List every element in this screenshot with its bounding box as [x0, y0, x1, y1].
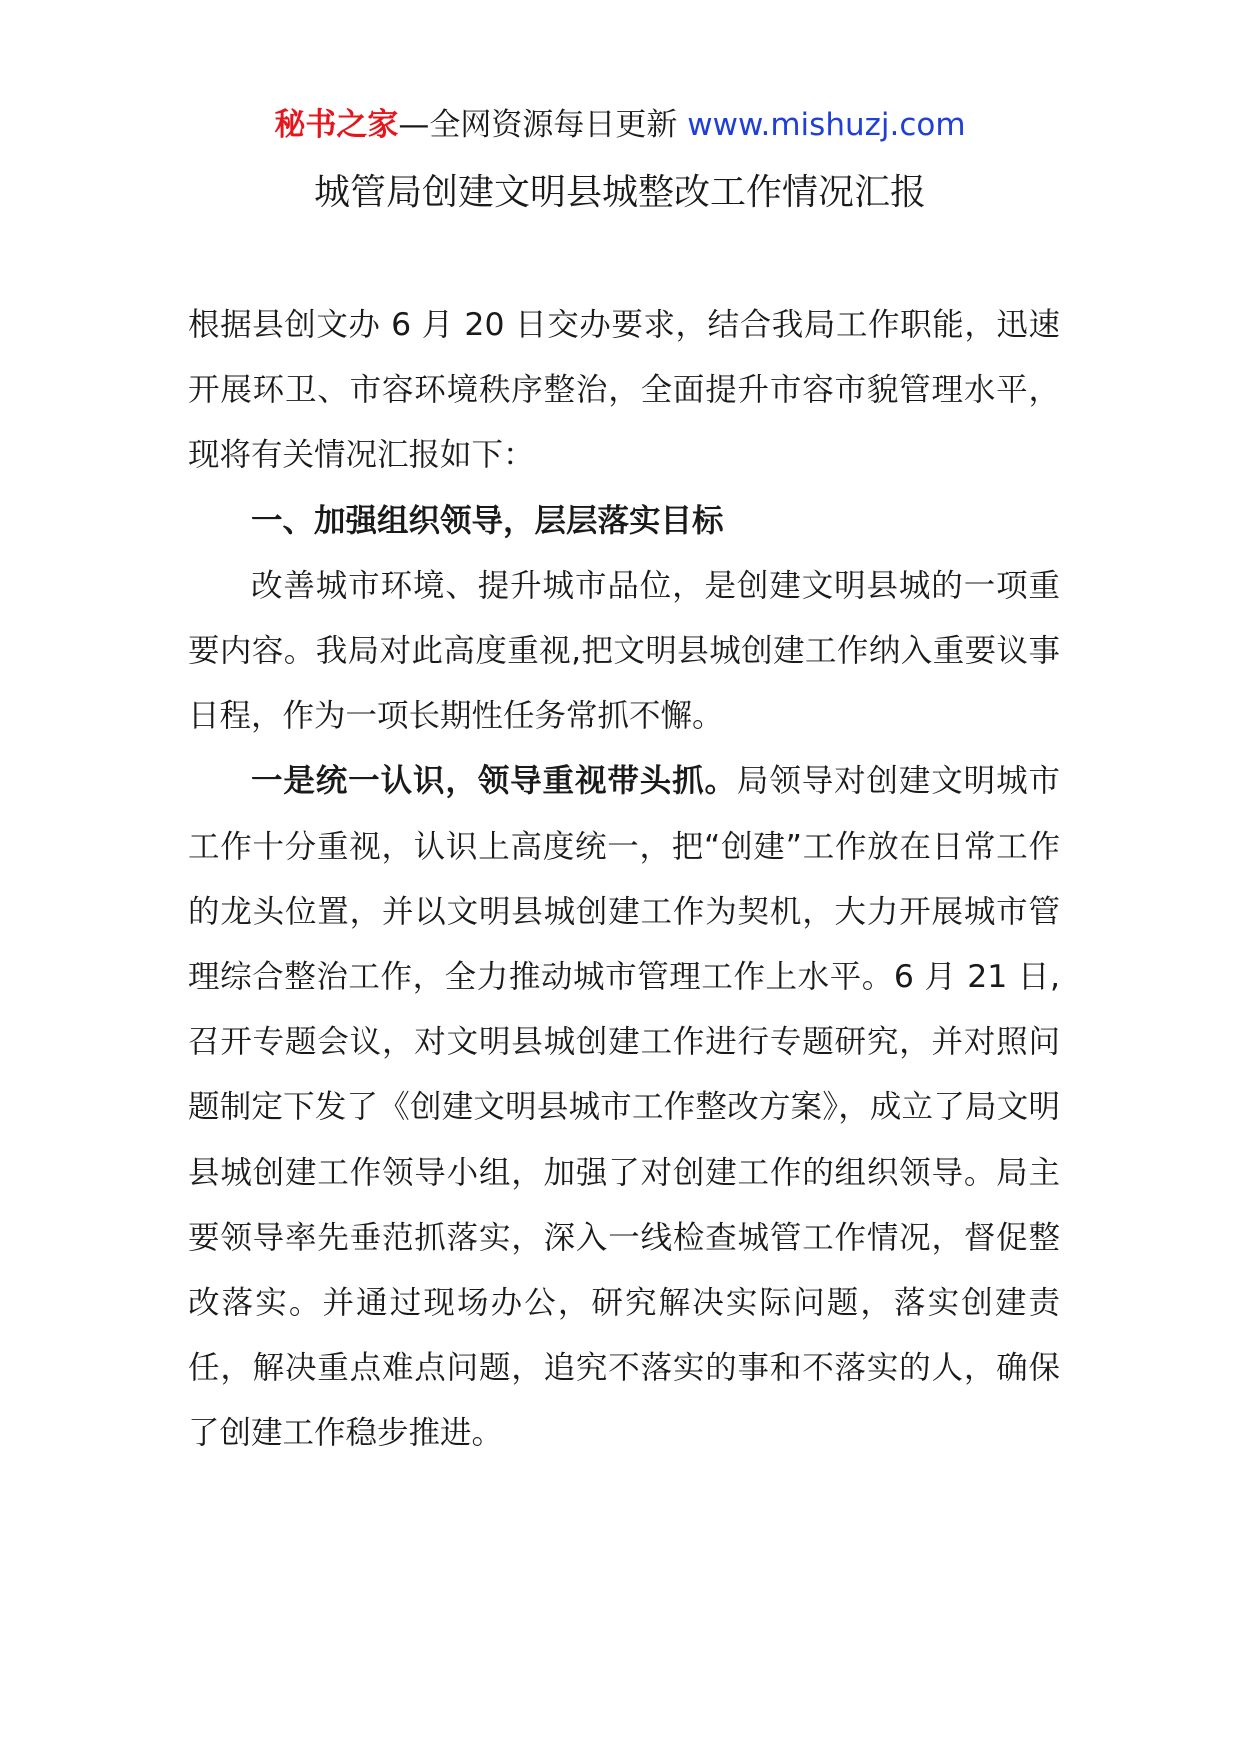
header-slogan: —全网资源每日更新 [398, 107, 688, 143]
document-body [188, 293, 1060, 1467]
site-header [0, 100, 1240, 150]
section-paragraph: 改善城市环境、提升城市品位，是创建文明县城的一项重要内容。我局对此高度重视,把文明县城创建工作纳入重要议事日程，作为一项长期性任务常抓不懈。 [188, 567, 1060, 735]
site-url-link[interactable]: www.mishuzj.com [687, 107, 966, 143]
brand-name: 秘书之家 [274, 107, 399, 143]
intro-paragraph: 根据县创文办 6 月 20 日交办要求，结合我局工作职能，迅速开展环卫、市容环境秩序整治，全面提升市容市貌管理水平，现将有关情况汇报如下： [188, 307, 1060, 474]
point-paragraph [188, 749, 1060, 1466]
document-title: 城管局创建文明县城整改工作情况汇报 [313, 172, 926, 213]
point-lead: 一是统一认识，领导重视带头抓。 [251, 763, 737, 800]
point-text: 局领导对创建文明城市工作十分重视，认识上高度统一，把“创建”工作放在日常工作的龙头位置，并以文明县城创建工作为契机，大力开展城市管理综合整治工作，全力推动城市管理工作上水平。6 月 21 日,召开专题会议，对文明县城创建工作进行专题研究，并对照问题制定下发了《创建文明县城市工作整改方案》，成立了局文明县城创建工作领导小组，加强了对创建工作的组织领导。局主要领导率先垂范抓落实，深入一线检查城管工作情况，督促整改落实。并通过现场办公，研究解决实际问题，落实创建责任，解决重点难点问题，追究不落实的事和不落实的人，确保了创建工作稳步推进。 [188, 763, 1060, 1452]
section-heading: 一、加强组织领导，层层落实目标 [251, 502, 724, 539]
